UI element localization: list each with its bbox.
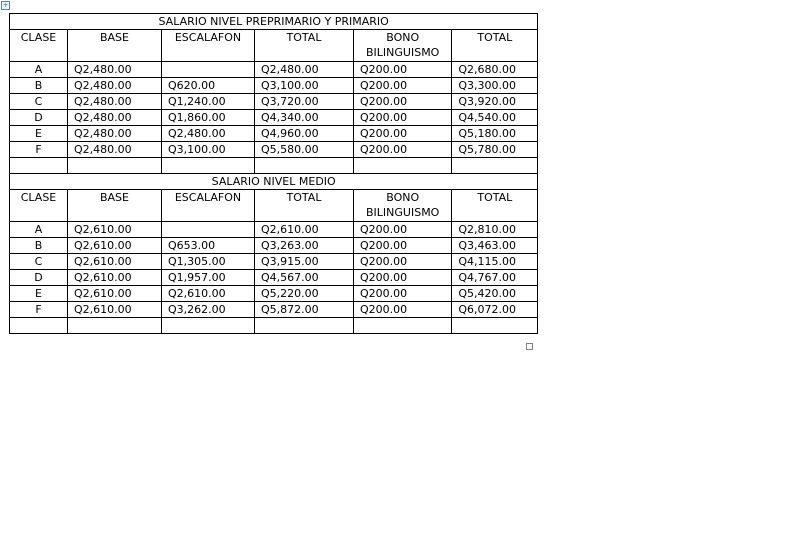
cell-escalafon[interactable]: Q620.00 (162, 78, 255, 94)
cell-base[interactable]: Q2,480.00 (68, 142, 162, 158)
cell-total-final[interactable]: Q3,463.00 (452, 238, 538, 254)
cell-total[interactable]: Q4,567.00 (255, 270, 354, 286)
cell-base[interactable]: Q2,480.00 (68, 126, 162, 142)
cell-clase[interactable]: B (10, 238, 68, 254)
table-row (10, 286, 538, 302)
cell-base[interactable]: Q2,480.00 (68, 78, 162, 94)
table-row (10, 254, 538, 270)
header-clase[interactable]: CLASE (10, 30, 68, 62)
empty-cell[interactable] (68, 158, 162, 174)
cell-total[interactable]: Q3,720.00 (255, 94, 354, 110)
cell-escalafon[interactable] (162, 62, 255, 78)
header-base[interactable]: BASE (68, 190, 162, 222)
cell-total[interactable]: Q2,610.00 (255, 222, 354, 238)
cell-total-final[interactable]: Q3,300.00 (452, 78, 538, 94)
empty-cell[interactable] (452, 318, 538, 334)
cell-clase[interactable]: D (10, 270, 68, 286)
cell-clase[interactable]: D (10, 110, 68, 126)
cell-escalafon[interactable]: Q2,610.00 (162, 286, 255, 302)
cell-clase[interactable]: E (10, 126, 68, 142)
header-row (10, 190, 538, 222)
cell-total-final[interactable]: Q2,810.00 (452, 222, 538, 238)
cell-base[interactable]: Q2,480.00 (68, 94, 162, 110)
cell-total-final[interactable]: Q4,767.00 (452, 270, 538, 286)
cell-escalafon[interactable]: Q3,262.00 (162, 302, 255, 318)
empty-cell[interactable] (354, 158, 452, 174)
cell-escalafon[interactable]: Q1,860.00 (162, 110, 255, 126)
cell-bono[interactable]: Q200.00 (354, 270, 452, 286)
section-title[interactable]: SALARIO NIVEL PREPRIMARIO Y PRIMARIO (10, 14, 538, 30)
cell-bono[interactable]: Q200.00 (354, 126, 452, 142)
empty-row (10, 158, 538, 174)
table-resize-handle[interactable] (526, 343, 533, 350)
cell-base[interactable]: Q2,610.00 (68, 254, 162, 270)
cell-bono[interactable]: Q200.00 (354, 254, 452, 270)
cell-bono[interactable]: Q200.00 (354, 238, 452, 254)
salary-table (9, 13, 538, 334)
cell-base[interactable]: Q2,480.00 (68, 110, 162, 126)
cell-total[interactable]: Q3,100.00 (255, 78, 354, 94)
header-row (10, 30, 538, 62)
header-escalafon[interactable]: ESCALAFON (162, 190, 255, 222)
cell-escalafon[interactable]: Q1,305.00 (162, 254, 255, 270)
cell-escalafon[interactable]: Q653.00 (162, 238, 255, 254)
cell-bono[interactable]: Q200.00 (354, 302, 452, 318)
empty-cell[interactable] (68, 318, 162, 334)
cell-total-final[interactable]: Q3,920.00 (452, 94, 538, 110)
cell-clase[interactable]: B (10, 78, 68, 94)
cell-total[interactable]: Q5,872.00 (255, 302, 354, 318)
cell-total[interactable]: Q3,263.00 (255, 238, 354, 254)
cell-total[interactable]: Q4,340.00 (255, 110, 354, 126)
cell-clase[interactable]: E (10, 286, 68, 302)
section-title-row (10, 174, 538, 190)
cell-clase[interactable]: A (10, 222, 68, 238)
cell-bono[interactable]: Q200.00 (354, 142, 452, 158)
cell-clase[interactable]: A (10, 62, 68, 78)
cell-bono[interactable]: Q200.00 (354, 286, 452, 302)
cell-clase[interactable]: F (10, 302, 68, 318)
table-row (10, 142, 538, 158)
cell-bono[interactable]: Q200.00 (354, 222, 452, 238)
cell-clase[interactable]: C (10, 94, 68, 110)
cell-escalafon[interactable]: Q1,240.00 (162, 94, 255, 110)
cell-total-final[interactable]: Q2,680.00 (452, 62, 538, 78)
cell-escalafon[interactable] (162, 222, 255, 238)
cell-total-final[interactable]: Q4,540.00 (452, 110, 538, 126)
empty-cell[interactable] (162, 158, 255, 174)
header-total[interactable]: TOTAL (255, 190, 354, 222)
table-row (10, 78, 538, 94)
cell-total[interactable]: Q5,220.00 (255, 286, 354, 302)
empty-cell[interactable] (452, 158, 538, 174)
empty-row (10, 318, 538, 334)
header-base[interactable]: BASE (68, 30, 162, 62)
cell-total-final[interactable]: Q4,115.00 (452, 254, 538, 270)
table-row (10, 62, 538, 78)
cell-total-final[interactable]: Q5,420.00 (452, 286, 538, 302)
cell-clase[interactable]: C (10, 254, 68, 270)
cell-bono[interactable]: Q200.00 (354, 62, 452, 78)
empty-cell[interactable] (10, 318, 68, 334)
cell-base[interactable]: Q2,610.00 (68, 286, 162, 302)
table-row (10, 94, 538, 110)
table-row (10, 110, 538, 126)
cell-clase[interactable]: F (10, 142, 68, 158)
header-escalafon[interactable]: ESCALAFON (162, 30, 255, 62)
empty-cell[interactable] (255, 318, 354, 334)
header-bono-bilinguismo[interactable]: BONO BILINGUISMO (354, 30, 452, 62)
cell-bono[interactable]: Q200.00 (354, 78, 452, 94)
cell-base[interactable]: Q2,610.00 (68, 222, 162, 238)
cell-bono[interactable]: Q200.00 (354, 94, 452, 110)
table-row (10, 302, 538, 318)
header-total-final[interactable]: TOTAL (452, 30, 538, 62)
cell-total-final[interactable]: Q6,072.00 (452, 302, 538, 318)
cell-base[interactable]: Q2,610.00 (68, 238, 162, 254)
cell-escalafon[interactable]: Q2,480.00 (162, 126, 255, 142)
cell-escalafon[interactable]: Q1,957.00 (162, 270, 255, 286)
table-row (10, 270, 538, 286)
cell-total-final[interactable]: Q5,780.00 (452, 142, 538, 158)
cell-base[interactable]: Q2,610.00 (68, 270, 162, 286)
cell-escalafon[interactable]: Q3,100.00 (162, 142, 255, 158)
header-clase[interactable]: CLASE (10, 190, 68, 222)
empty-cell[interactable] (354, 318, 452, 334)
table-row (10, 238, 538, 254)
section-title-row (10, 14, 538, 30)
empty-cell[interactable] (162, 318, 255, 334)
empty-cell[interactable] (10, 158, 68, 174)
cell-bono[interactable]: Q200.00 (354, 110, 452, 126)
section-title[interactable]: SALARIO NIVEL MEDIO (10, 174, 538, 190)
cell-total[interactable]: Q4,960.00 (255, 126, 354, 142)
cell-total[interactable]: Q5,580.00 (255, 142, 354, 158)
header-bono-bilinguismo[interactable]: BONO BILINGUISMO (354, 190, 452, 222)
header-total[interactable]: TOTAL (255, 30, 354, 62)
cell-total[interactable]: Q3,915.00 (255, 254, 354, 270)
table-row (10, 222, 538, 238)
header-total-final[interactable]: TOTAL (452, 190, 538, 222)
cell-total[interactable]: Q2,480.00 (255, 62, 354, 78)
table-move-handle-icon[interactable]: + (2, 2, 9, 9)
empty-cell[interactable] (255, 158, 354, 174)
cell-total-final[interactable]: Q5,180.00 (452, 126, 538, 142)
cell-base[interactable]: Q2,480.00 (68, 62, 162, 78)
table-row (10, 126, 538, 142)
cell-base[interactable]: Q2,610.00 (68, 302, 162, 318)
